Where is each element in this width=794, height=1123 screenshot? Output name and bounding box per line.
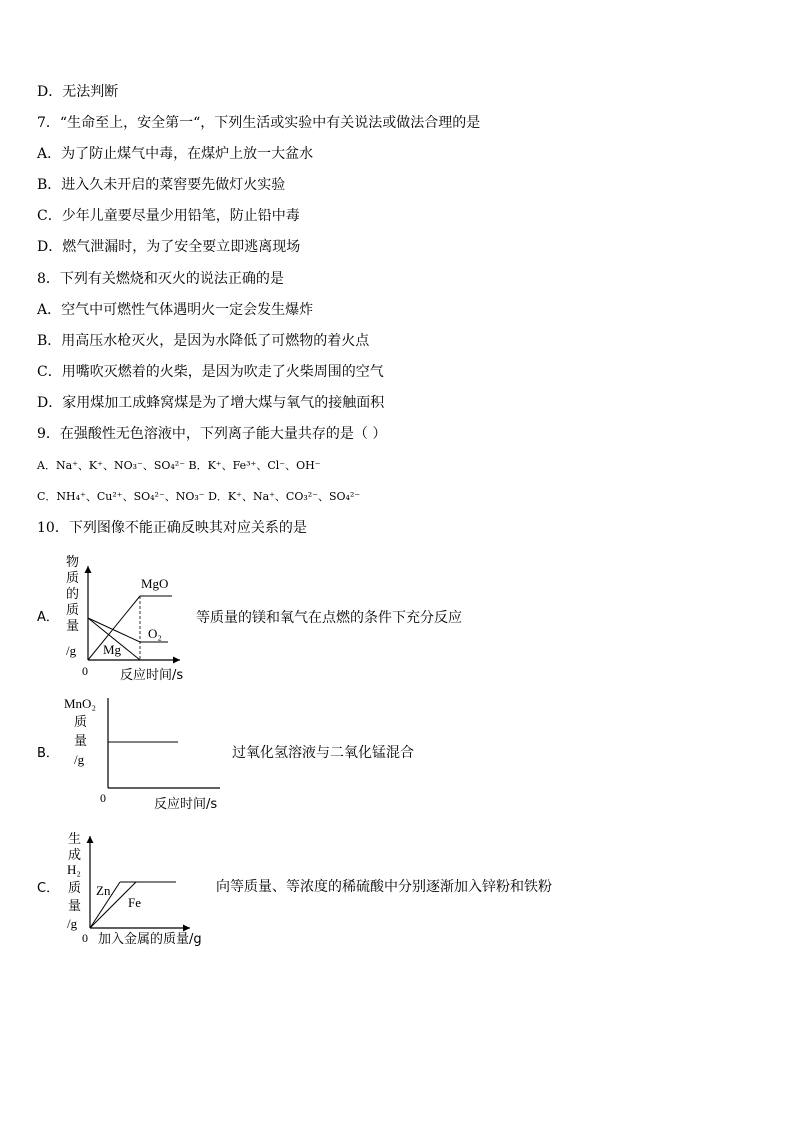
fig-b-ylabel-1: 质 (74, 715, 88, 730)
fig-b-option: B． (37, 746, 59, 761)
line-2: A．为了防止煤气中毒，在煤炉上放一大盆水 (37, 146, 314, 162)
fig-c-label-fe: Fe (128, 895, 141, 910)
fig-a-option: A． (37, 610, 59, 625)
line-7: A．空气中可燃性气体遇明火一定会发生爆炸 (37, 302, 314, 318)
fig-a-label-mg: Mg (103, 642, 122, 657)
line-13: C．NH₄⁺、Cu²⁺、SO₄²⁻、NO₃⁻ D．K⁺、Na⁺、CO₃²⁻、SO₄²⁻ (37, 490, 361, 503)
fig-b-origin: 0 (100, 791, 106, 805)
fig-c-ylabel-1: 成 (68, 848, 82, 863)
line-3: B．进入久未开启的菜窖要先做灯火实验 (37, 177, 286, 193)
line-10: D．家用煤加工成蜂窝煤是为了增大煤与氧气的接触面积 (37, 395, 385, 411)
fig-c-option: C． (37, 881, 60, 896)
fig-b-desc: 过氧化氢溶液与二氧化锰混合 (232, 745, 414, 761)
line-9: C．用嘴吹灭燃着的火柴，是因为吹走了火柴周围的空气 (37, 364, 384, 380)
fig-a-desc: 等质量的镁和氧气在点燃的条件下充分反应 (196, 610, 462, 626)
fig-a-ylabel-0: 物 (66, 555, 80, 570)
fig-a-ylabel-2: 的 (66, 587, 80, 602)
fig-a-ylabel-3: 质 (66, 603, 80, 618)
fig-a-ylabel-1: 质 (66, 571, 80, 586)
fig-a-xlabel: 反应时间/s (120, 668, 184, 683)
figure-c (37, 831, 552, 947)
line-8: B．用高压水枪灭火，是因为水降低了可燃物的着火点 (37, 333, 370, 349)
fig-c-ylabel-4: 量 (68, 899, 82, 914)
fig-a-ylabel-4: 量 (66, 619, 80, 634)
line-0: D．无法判断 (37, 84, 119, 100)
line-14: 10．下列图像不能正确反映其对应关系的是 (37, 520, 307, 536)
fig-a-ylabel-5: /g (66, 643, 77, 658)
line-12: A．Na⁺、K⁺、NO₃⁻、SO₄²⁻ B．K⁺、Fe³⁺、Cl⁻、OH⁻ (37, 459, 321, 472)
fig-c-ylabel-0: 生 (68, 832, 82, 847)
fig-b-xlabel: 反应时间/s (154, 797, 218, 812)
fig-c-label-zn: Zn (96, 883, 111, 898)
line-11: 9．在强酸性无色溶液中，下列离子能大量共存的是（ ） (37, 426, 387, 442)
fig-b-ylabel-0: MnO₂ (64, 696, 96, 711)
fig-c-desc: 向等质量、等浓度的稀硫酸中分别逐渐加入锌粉和铁粉 (216, 879, 552, 895)
fig-c-origin: 0 (82, 931, 88, 945)
fig-a-label-o2: O₂ (148, 626, 162, 641)
fig-b-ylabel-3: /g (74, 752, 85, 767)
fig-c-xlabel: 加入金属的质量/g (98, 932, 202, 947)
figure-b (37, 696, 414, 812)
line-6: 8．下列有关燃烧和灭火的说法正确的是 (37, 271, 284, 287)
fig-c-ylabel-3: 质 (68, 881, 82, 896)
fig-a-label-mgo: MgO (141, 576, 169, 591)
line-5: D．燃气泄漏时，为了安全要立即逃离现场 (37, 239, 301, 255)
fig-c-ylabel-2: H₂ (67, 862, 81, 877)
fig-a-origin: 0 (82, 664, 88, 678)
line-4: C．少年儿童要尽量少用铅笔，防止铅中毒 (37, 208, 300, 224)
figure-a (37, 554, 462, 683)
fig-c-ylabel-5: /g (67, 916, 78, 931)
line-1: 7．“生命至上，安全第一“，下列生活或实验中有关说法或做法合理的是 (37, 115, 481, 131)
fig-b-ylabel-2: 量 (74, 734, 88, 749)
